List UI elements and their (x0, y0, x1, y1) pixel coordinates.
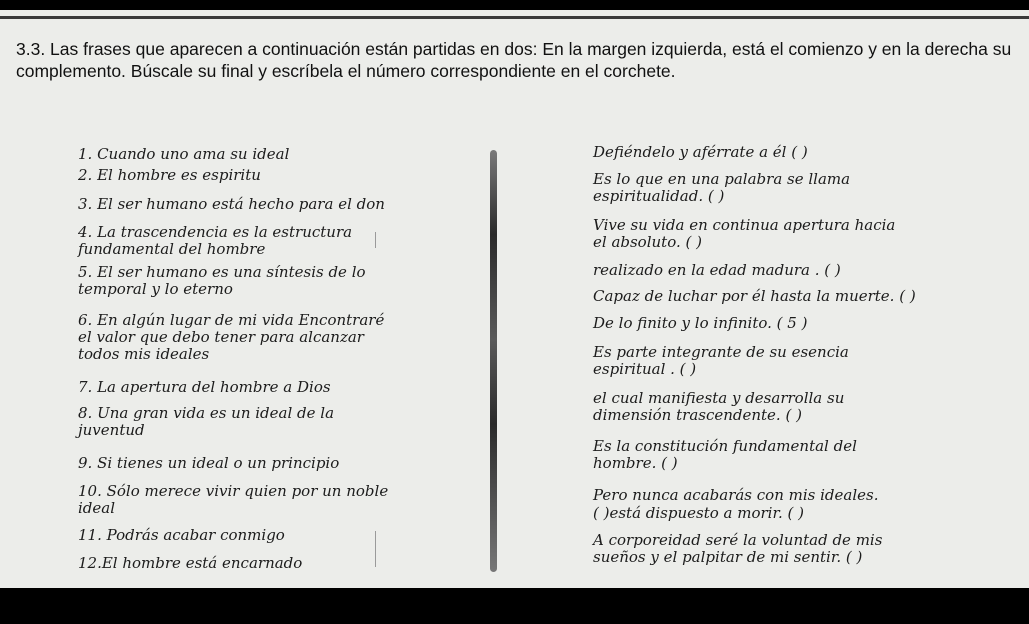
phrase-start-item (78, 224, 352, 258)
phrase-end-item (593, 288, 916, 305)
column-divider (490, 150, 497, 572)
phrase-start-item-line: 11. Podrás acabar conmigo (78, 526, 285, 544)
phrase-end-item-line: realizado en la edad madura . ( ) (593, 261, 841, 279)
phrase-end-item (593, 315, 807, 332)
phrase-end-item-line: Es parte integrante de su esencia (593, 343, 849, 361)
phrase-start-item-line: 2. El hombre es espiritu (78, 166, 261, 184)
phrase-start-item (78, 455, 339, 472)
phrase-start-item-line: el valor que debo tener para alcanzar (78, 328, 364, 346)
phrase-end-item (593, 390, 844, 424)
phrase-end-item (593, 144, 808, 161)
phrase-start-item (78, 405, 334, 439)
phrase-start-item (78, 379, 331, 396)
phrase-end-item-line: Pero nunca acabarás con mis ideales. (593, 486, 879, 504)
phrase-start-item-line: 8. Una gran vida es un ideal de la (78, 404, 335, 422)
phrase-end-item-line: espiritual . ( ) (593, 360, 697, 378)
phrase-start-item-line: 12.El hombre está encarnado (78, 554, 303, 572)
phrase-end-item-line: Vive su vida en continua apertura hacia (593, 216, 896, 234)
phrase-start-item-line: juventud (78, 421, 145, 439)
phrase-start-item-line: 1. Cuando uno ama su ideal (78, 145, 290, 163)
phrase-start-item-line: 9. Si tienes un ideal o un principio (78, 454, 340, 472)
phrase-end-item-line: dimensión trascendente. ( ) (593, 406, 802, 424)
phrase-start-item (78, 527, 285, 544)
phrase-end-item-line: sueños y el palpitar de mi sentir. ( ) (593, 548, 863, 566)
phrase-end-item-line: Es la constitución fundamental del (593, 437, 857, 455)
margin-mark (375, 531, 376, 567)
phrase-end-item-line: espiritualidad. ( ) (593, 187, 725, 205)
phrase-start-item-line: ideal (78, 499, 116, 517)
phrase-end-item-line: De lo finito y lo infinito. ( 5 ) (593, 314, 808, 332)
phrase-start-item (78, 312, 384, 363)
phrase-end-item-line: Defiéndelo y aférrate a él ( ) (593, 143, 808, 161)
phrase-start-item-line: 5. El ser humano es una síntesis de lo (78, 263, 366, 281)
phrase-end-item-line: Capaz de luchar por él hasta la muerte. ( ) (593, 287, 916, 305)
margin-mark (375, 232, 376, 248)
phrase-start-item (78, 264, 366, 298)
phrase-end-item (593, 262, 841, 279)
phrase-start-item (78, 167, 261, 184)
phrase-end-item (593, 487, 878, 504)
phrase-end-item (593, 532, 882, 566)
phrase-end-item (593, 344, 849, 378)
phrase-start-item-line: fundamental del hombre (78, 240, 266, 258)
phrase-start-item-line: 3. El ser humano está hecho para el don (78, 195, 385, 213)
phrase-start-item-line: temporal y lo eterno (78, 280, 233, 298)
phrase-end-item-line: hombre. ( ) (593, 454, 678, 472)
phrase-end-item-line: A corporeidad seré la voluntad de mis (593, 531, 883, 549)
phrase-start-item (78, 196, 385, 213)
phrase-start-item-line: 6. En algún lugar de mi vida Encontraré (78, 311, 385, 329)
phrase-end-item (593, 217, 895, 251)
phrase-start-item-line: 4. La trascendencia es la estructura (78, 223, 353, 241)
phrase-start-item-line: 10. Sólo merece vivir quien por un noble (78, 482, 389, 500)
phrase-end-item-line: ( )está dispuesto a morir. ( ) (593, 504, 805, 522)
phrase-start-item-line: todos mis ideales (78, 345, 210, 363)
phrase-end-item-line: Es lo que en una palabra se llama (593, 170, 851, 188)
phrase-start-item (78, 555, 302, 572)
phrase-start-item-line: 7. La apertura del hombre a Dios (78, 378, 331, 396)
top-rule (0, 16, 1029, 19)
phrase-end-item (593, 505, 804, 522)
phrase-end-item-line: el absoluto. ( ) (593, 233, 702, 251)
exercise-instructions: 3.3. Las frases que aparecen a continuación están partidas en dos: En la margen izquierda, está el comienzo y en la derecha su complemento. Búscale su final y escríbela el número correspondiente en el corchete. (16, 39, 1012, 81)
phrase-start-item (78, 146, 289, 163)
phrase-end-item (593, 438, 857, 472)
phrase-start-item (78, 483, 388, 517)
phrase-end-item (593, 171, 850, 205)
phrase-end-item-line: el cual manifiesta y desarrolla su (593, 389, 845, 407)
